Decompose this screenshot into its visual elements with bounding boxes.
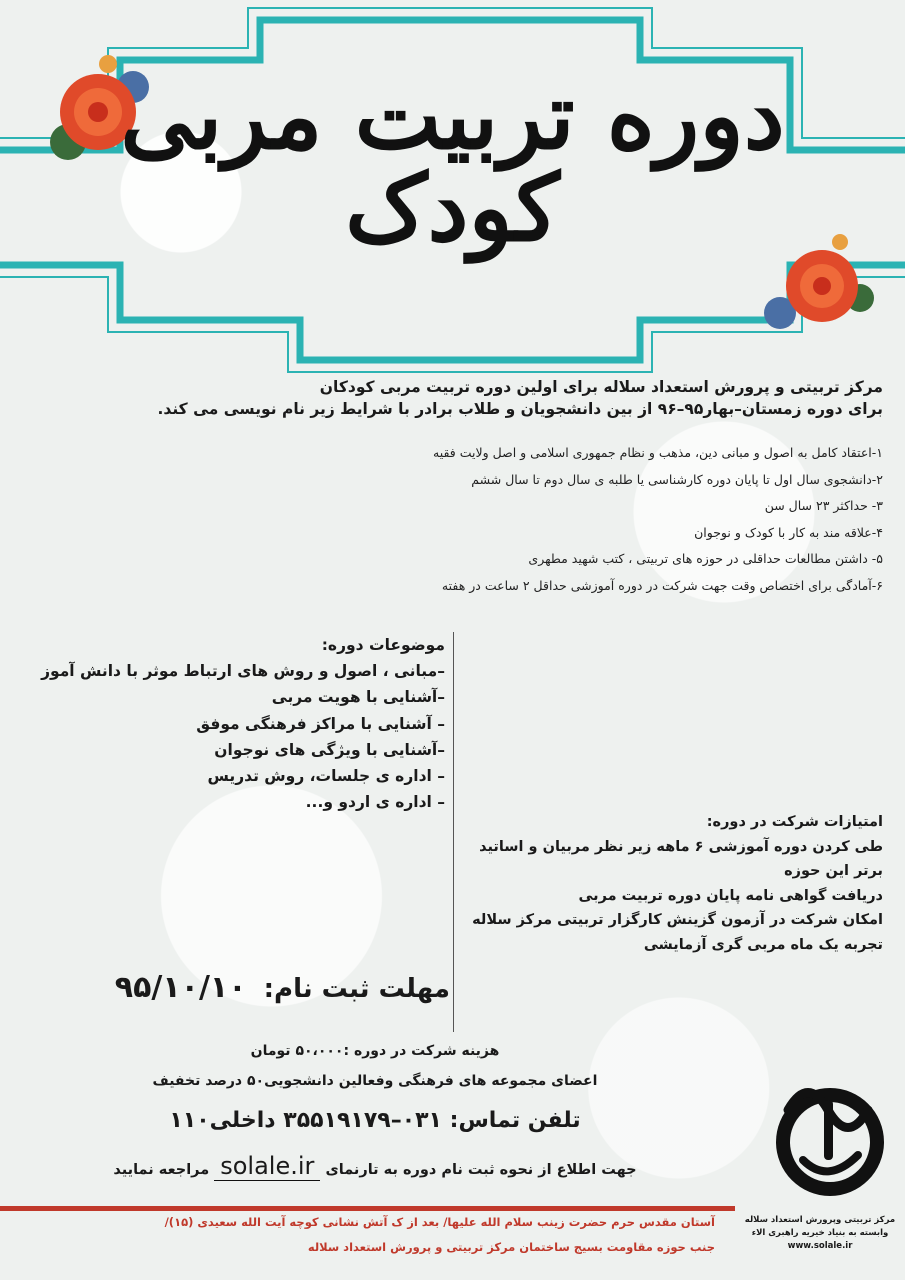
- topic-item: –آشنایی با هویت مربی: [271, 688, 445, 707]
- benefit-item: امکان شرکت در آزمون گزینش کارگزار تربیتی مرکز سلاله: [472, 912, 883, 928]
- registration-deadline: [20, 970, 450, 1005]
- topic-item: –مبانی ، اصول و روش های ارتباط موثر با دانش آموز: [41, 662, 445, 681]
- requirement-item: ۴-علاقه مند به کار با کودک و نوجوان: [694, 524, 883, 540]
- requirements-list: [23, 440, 883, 599]
- website-link[interactable]: solale.ir: [214, 1152, 320, 1181]
- requirement-item: ۵- داشتن مطالعات حداقلی در حوزه های تربیتی ، کتب شهید مطهری: [528, 551, 883, 566]
- deadline-date: ۹۵/۱۰/۱۰: [114, 970, 247, 1005]
- topic-item: – اداره ی جلسات، روش تدریس: [207, 767, 445, 786]
- topic-item: – آشنایی با مراکز فرهنگی موفق: [196, 714, 445, 733]
- address-line: جنب حوزه مقاومت بسیج ساختمان مرکز تربیتی و پرورش استعداد سلاله: [307, 1240, 715, 1254]
- page-title: دوره تربیت مربی کودک: [120, 62, 785, 262]
- requirement-item: ۳- حداکثر ۲۳ سال سن: [764, 498, 883, 513]
- benefit-item: دریافت گواهی نامه پایان دوره تربیت مربی: [578, 887, 883, 904]
- phone-number: ۰۳۱–۳۵۵۱۹۱۷۹ داخلی۱۱۰: [169, 1108, 442, 1133]
- phone-label: تلفن تماس:: [449, 1108, 581, 1133]
- benefit-item: برتر این حوزه: [784, 863, 883, 879]
- benefits-heading: امتیازات شرکت در دوره:: [706, 814, 883, 830]
- logo-caption-line: وابسته به بنیاد خیریه راهبری الاء: [751, 1228, 889, 1238]
- requirement-item: ۲-دانشجوی سال اول تا پایان دوره کارشناسی یا طلبه ی سال دوم تا سال ششم: [471, 471, 883, 487]
- benefits-section: [453, 810, 883, 957]
- logo-caption: [735, 1214, 905, 1253]
- website-suffix: مراجعه نمایید: [113, 1162, 210, 1178]
- requirement-item: ۱-اعتقاد کامل به اصول و مبانی دین، مذهب و نظام جمهوری اسلامی و اصل ولایت فقیه: [433, 445, 883, 460]
- website-prefix: جهت اطلاع از نحوه ثبت نام دوره به تارنمای: [325, 1162, 637, 1178]
- fee-amount: هزینه شرکت در دوره :۵۰،۰۰۰ تومان: [250, 1043, 500, 1059]
- fee-section: [75, 1036, 675, 1096]
- topic-item: – اداره ی اردو و...: [305, 793, 445, 812]
- footer-divider: [0, 1206, 735, 1211]
- deadline-label: مهلت ثبت نام:: [263, 974, 450, 1004]
- address-line: آستان مقدس حرم حضرت زینب سلام الله علیها/ بعد از ک آتش نشانی کوچه آیت الله سعیدی (۱۵)/: [164, 1215, 715, 1229]
- solale-logo-icon: [748, 1070, 898, 1200]
- requirement-item: ۶-آمادگی برای اختصاص وقت جهت شرکت در دوره آموزشی حداقل ۲ ساعت در هفته: [441, 577, 883, 593]
- logo-caption-line: مرکز تربیتی وپرورش استعداد سلاله: [744, 1215, 896, 1225]
- benefit-item: طی کردن دوره آموزشی ۶ ماهه زیر نظر مربیان و اساتید: [479, 838, 883, 855]
- footer-address: [0, 1206, 735, 1280]
- topics-heading: موضوعات دوره:: [321, 636, 445, 654]
- intro-text: [23, 376, 883, 420]
- topic-item: –آشنایی با ویژگی های نوجوان: [214, 740, 445, 759]
- contact-phone: [75, 1108, 675, 1133]
- logo-website: www.solale.ir: [787, 1241, 853, 1251]
- benefit-item: تجربه یک ماه مربی گری آزمایشی: [643, 936, 883, 953]
- intro-line: برای دوره زمستان–بهار۹۵–۹۶ از بین دانشجویان و طلاب برادر با شرایط زیر نام نویسی می کند.: [157, 400, 883, 418]
- intro-line: مرکز تربیتی و پرورش استعداد سلاله برای اولین دوره تربیت مربی کودکان: [319, 378, 883, 396]
- website-info: [75, 1152, 675, 1180]
- topics-section: [15, 632, 445, 815]
- fee-discount: اعضای مجموعه های فرهنگی وفعالین دانشجویی۵۰ درصد تخفیف: [152, 1073, 598, 1089]
